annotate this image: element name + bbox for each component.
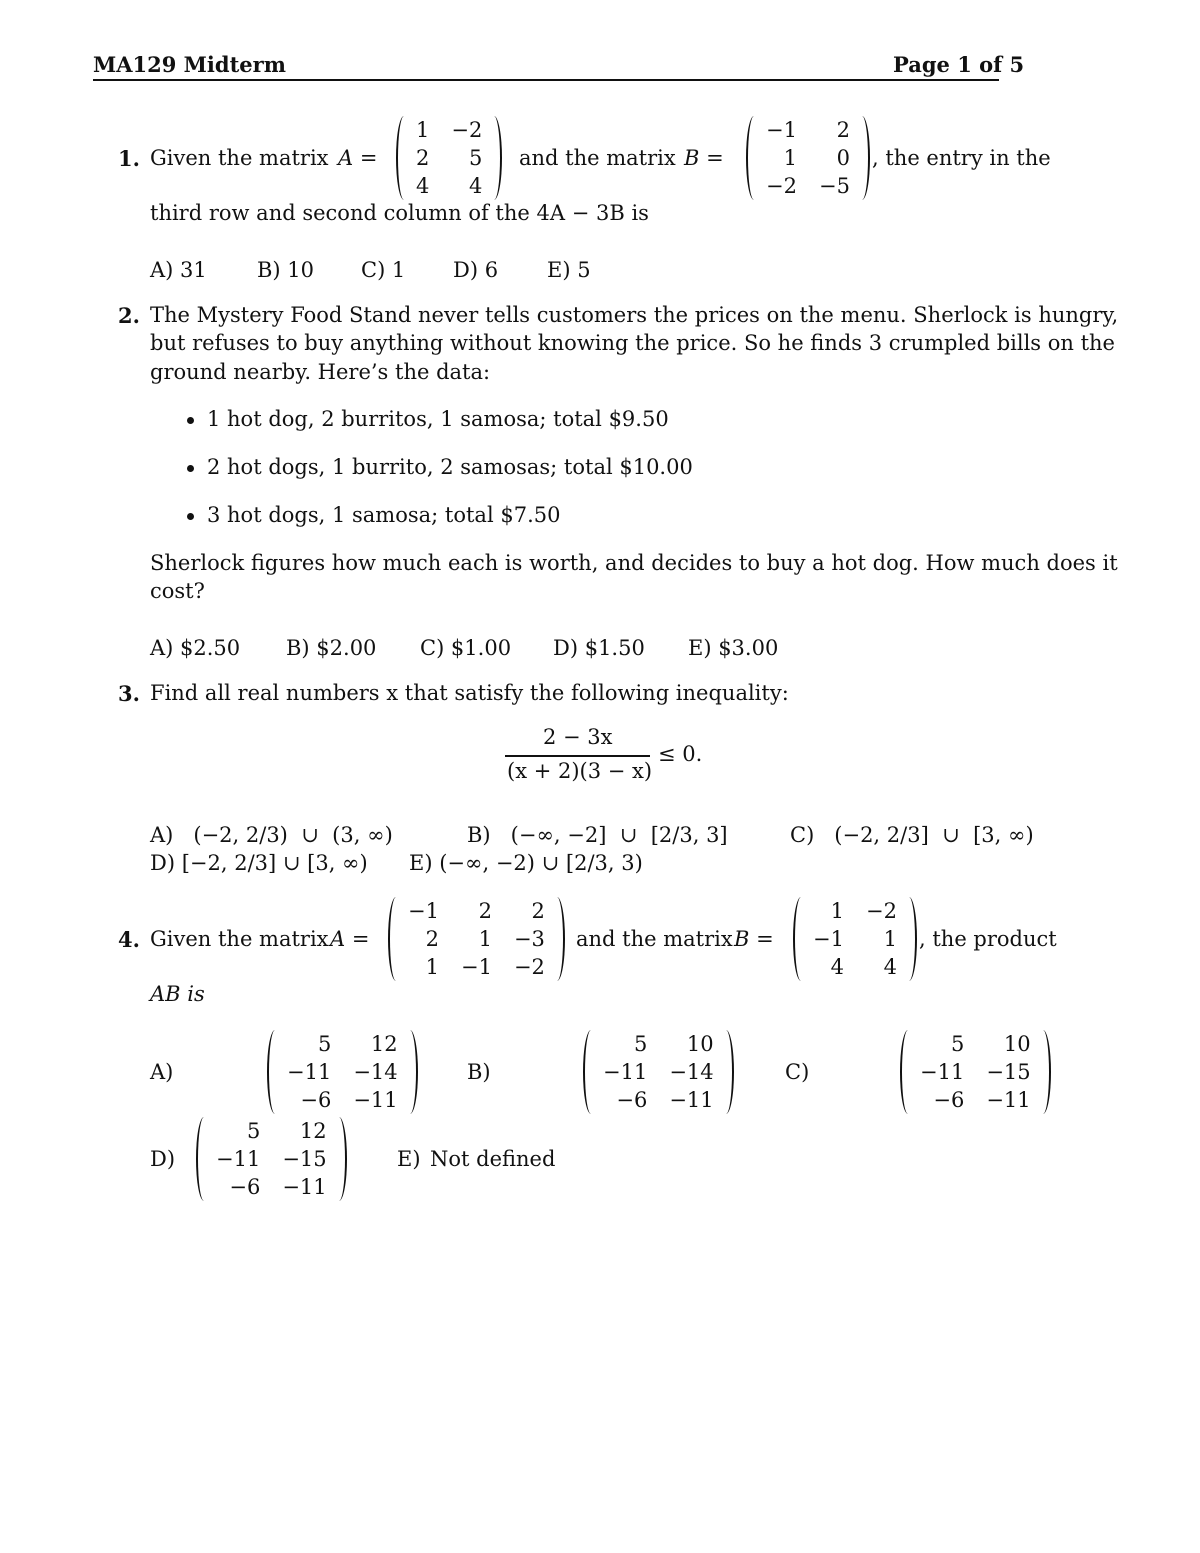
matrix-entry: −1: [813, 927, 844, 951]
matrix-entry: 2: [531, 899, 545, 923]
q4-choice-a-label: A): [150, 1060, 174, 1084]
matrix-entry: −1: [408, 899, 439, 923]
q4-choice-d-label: D): [150, 1147, 176, 1171]
matrix-entry: 5: [633, 1032, 648, 1056]
q1-matrix-b: [766, 116, 850, 200]
q2-line-2: but refuses to buy anything without knowing the price. So he finds 3 crumpled bills on the: [150, 331, 1115, 355]
matrix-entry: −11: [287, 1060, 332, 1084]
q4-choice-e-text: Not defined: [430, 1147, 556, 1171]
matrix-entry: −11: [920, 1060, 965, 1084]
matrix-entry: −11: [986, 1088, 1031, 1112]
matrix-entry: −11: [353, 1088, 398, 1112]
matrix-entry: 2: [478, 899, 492, 923]
matrix-entry: −1: [766, 118, 797, 142]
matrix-entry: 4: [830, 955, 844, 979]
q4-choice-c-matrix: [920, 1030, 1031, 1114]
q1-b-label: B =: [684, 146, 724, 170]
matrix-entry: −2: [766, 174, 797, 198]
q2-bullet-1: 1 hot dog, 2 burritos, 1 samosa; total $9.50: [207, 407, 669, 431]
matrix-entry: −2: [451, 118, 483, 142]
matrix-entry: 4: [468, 174, 483, 198]
matrix-entry: 2: [836, 118, 850, 142]
q2-choice-c: C) $1.00: [420, 636, 512, 660]
q1-text-b: and the matrix: [519, 146, 676, 170]
q1-a-label: A =: [338, 146, 378, 170]
q1-choice-e: E) 5: [547, 258, 591, 282]
matrix-entry: −6: [229, 1175, 261, 1199]
bullet-icon: [187, 417, 194, 424]
q4-matrix-b: [813, 897, 897, 981]
matrix-entry: −6: [933, 1088, 965, 1112]
matrix-entry: 1: [783, 146, 797, 170]
matrix-entry: 2: [425, 927, 439, 951]
matrix-entry: 12: [299, 1119, 327, 1143]
q2-closing-1: Sherlock figures how much each is worth, and decides to buy a hot dog. How much does it: [150, 551, 1118, 575]
matrix-entry: −11: [603, 1060, 648, 1084]
q4-choice-e-label: E): [397, 1147, 421, 1171]
q2-closing-2: cost?: [150, 579, 205, 603]
q1-matrix-a: [416, 116, 482, 200]
q4-text-a: Given the matrix: [150, 927, 329, 951]
matrix-entry: 5: [317, 1032, 332, 1056]
matrix-entry: −2: [513, 955, 545, 979]
matrix-entry: 5: [468, 146, 483, 170]
matrix-entry: −1: [460, 955, 492, 979]
q4-b-label: B =: [734, 927, 774, 951]
q2-choice-a: A) $2.50: [150, 636, 241, 660]
matrix-entry: −6: [300, 1088, 332, 1112]
matrix-entry: 5: [246, 1119, 261, 1143]
q3-text: Find all real numbers x that satisfy the following inequality:: [150, 681, 789, 705]
matrix-entry: −15: [282, 1147, 327, 1171]
q4-text-b: and the matrix: [576, 927, 733, 951]
matrix-entry: −14: [669, 1060, 714, 1084]
q3-number: 3.: [118, 681, 140, 706]
q4-matrix-a: [408, 897, 545, 981]
q1-choice-a: A) 31: [150, 258, 207, 282]
q4-choice-a-matrix: [287, 1030, 398, 1114]
matrix-entry: 1: [425, 955, 439, 979]
matrix-entry: 10: [686, 1032, 714, 1056]
q3-fraction-bar: [505, 755, 650, 757]
q1-matrix-b-table: [766, 116, 850, 200]
matrix-entry: 1: [478, 927, 492, 951]
q1-matrix-a-table: [416, 116, 482, 200]
q3-numerator: 2 − 3x: [543, 725, 613, 749]
q4-matrix-b-table: [813, 897, 897, 981]
q1-choice-b: B) 10: [257, 258, 315, 282]
q3-choice-b: B) (−∞, −2] ∪ [2/3, 3]: [467, 823, 728, 847]
q4-number: 4.: [118, 927, 140, 952]
matrix-entry: 2: [416, 146, 430, 170]
q4-choice-d-matrix: [216, 1117, 327, 1201]
q3-choice-d: D) [−2, 2/3] ∪ [3, ∞): [150, 851, 368, 875]
matrix-entry: 4: [416, 174, 430, 198]
exam-title: MA129 Midterm: [93, 52, 286, 77]
q2-choice-b: B) $2.00: [286, 636, 377, 660]
q2-bullet-2: 2 hot dogs, 1 burrito, 2 samosas; total $10.00: [207, 455, 693, 479]
q3-relation: ≤ 0.: [658, 742, 703, 766]
matrix-entry: −11: [669, 1088, 714, 1112]
q2-number: 2.: [118, 303, 140, 328]
q3-choice-e: E) (−∞, −2) ∪ [2/3, 3): [409, 851, 643, 875]
q4-text-d: AB is: [150, 982, 205, 1006]
matrix-entry: −11: [216, 1147, 261, 1171]
q4-text-c: , the product: [919, 927, 1057, 951]
page-number: Page 1 of 5: [893, 52, 1025, 77]
matrix-entry: 4: [883, 955, 897, 979]
matrix-entry: −11: [282, 1175, 327, 1199]
matrix-entry: −2: [865, 899, 897, 923]
q2-bullet-3: 3 hot dogs, 1 samosa; total $7.50: [207, 503, 561, 527]
q2-choice-e: E) $3.00: [688, 636, 779, 660]
q1-text-c: , the entry in the: [872, 146, 1051, 170]
matrix-entry: 10: [1003, 1032, 1031, 1056]
header-rule: [93, 79, 999, 81]
q2-line-1: The Mystery Food Stand never tells customers the prices on the menu. Sherlock is hungry,: [150, 303, 1119, 327]
q1-choice-d: D) 6: [453, 258, 499, 282]
matrix-entry: −14: [353, 1060, 398, 1084]
q4-choice-c-label: C): [785, 1060, 810, 1084]
q4-choice-b-matrix: [603, 1030, 714, 1114]
matrix-entry: 1: [416, 118, 430, 142]
matrix-entry: 12: [370, 1032, 398, 1056]
bullet-icon: [187, 513, 194, 520]
q1-number: 1.: [118, 146, 140, 171]
matrix-entry: 1: [830, 899, 844, 923]
matrix-entry: 0: [836, 146, 850, 170]
q4-a-label: A =: [330, 927, 370, 951]
bullet-icon: [187, 465, 194, 472]
q3-denominator: (x + 2)(3 − x): [507, 759, 653, 783]
matrix-entry: −3: [513, 927, 545, 951]
q3-choice-a: A) (−2, 2/3) ∪ (3, ∞): [150, 823, 393, 847]
q2-line-3: ground nearby. Here’s the data:: [150, 360, 491, 384]
matrix-entry: 1: [883, 927, 897, 951]
q1-text-a: Given the matrix: [150, 146, 329, 170]
matrix-entry: 5: [950, 1032, 965, 1056]
q4-matrix-a-table: [408, 897, 545, 981]
q2-choice-d: D) $1.50: [553, 636, 645, 660]
q1-choice-c: C) 1: [361, 258, 406, 282]
q4-choice-b-label: B): [467, 1060, 491, 1084]
matrix-entry: −15: [986, 1060, 1031, 1084]
matrix-entry: −6: [616, 1088, 648, 1112]
q1-text-d: third row and second column of the 4A − 3B is: [150, 201, 649, 225]
q3-choice-c: C) (−2, 2/3] ∪ [3, ∞): [790, 823, 1034, 847]
matrix-entry: −5: [818, 174, 850, 198]
